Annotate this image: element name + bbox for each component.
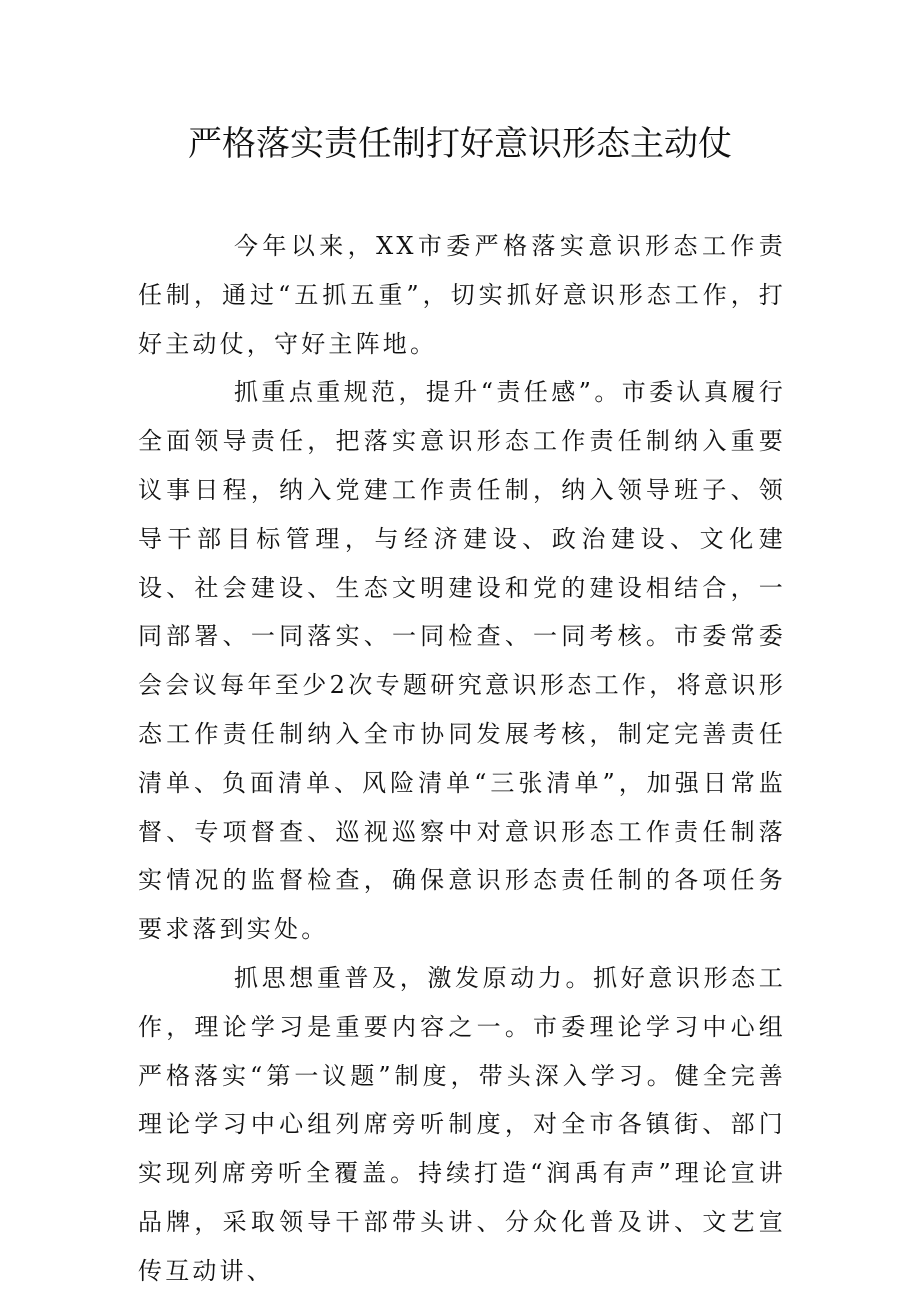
document-body [138, 222, 786, 1296]
document-title: 严格落实责任制打好意识形态主动仗 [188, 124, 732, 164]
paragraph-thought: 抓思想重普及，激发原动力。抓好意识形态工作，理论学习是重要内容之一。市委理论学习中心组严格落实“第一议题”制度，带头深入学习。健全完善理论学习中心组列席旁听制度，对全市各镇街、部门实现列席旁听全覆盖。持续打造“润禹有声”理论宣讲品牌，采取领导干部带头讲、分众化普及讲、文艺宣传互动讲、 [138, 963, 786, 1285]
paragraph-responsibility: 抓重点重规范，提升“责任感”。市委认真履行全面领导责任，把落实意识形态工作责任制纳入重要议事日程，纳入党建工作责任制，纳入领导班子、领导干部目标管理，与经济建设、政治建设、文化建设、社会建设、生态文明建设和党的建设相结合，一同部署、一同落实、一同检查、一同考核。市委常委会会议每年至少2次专题研究意识形态工作，将意识形态工作责任制纳入全市协同发展考核，制定完善责任清单、负面清单、风险清单“三张清单”，加强日常监督、专项督查、巡视巡察中对意识形态工作责任制落实情况的监督检查，确保意识形态责任制的各项任务要求落到实处。 [138, 378, 786, 944]
paragraph-intro: 今年以来，XX市委严格落实意识形态工作责任制，通过“五抓五重”，切实抓好意识形态工作，打好主动仗，守好主阵地。 [138, 232, 786, 358]
